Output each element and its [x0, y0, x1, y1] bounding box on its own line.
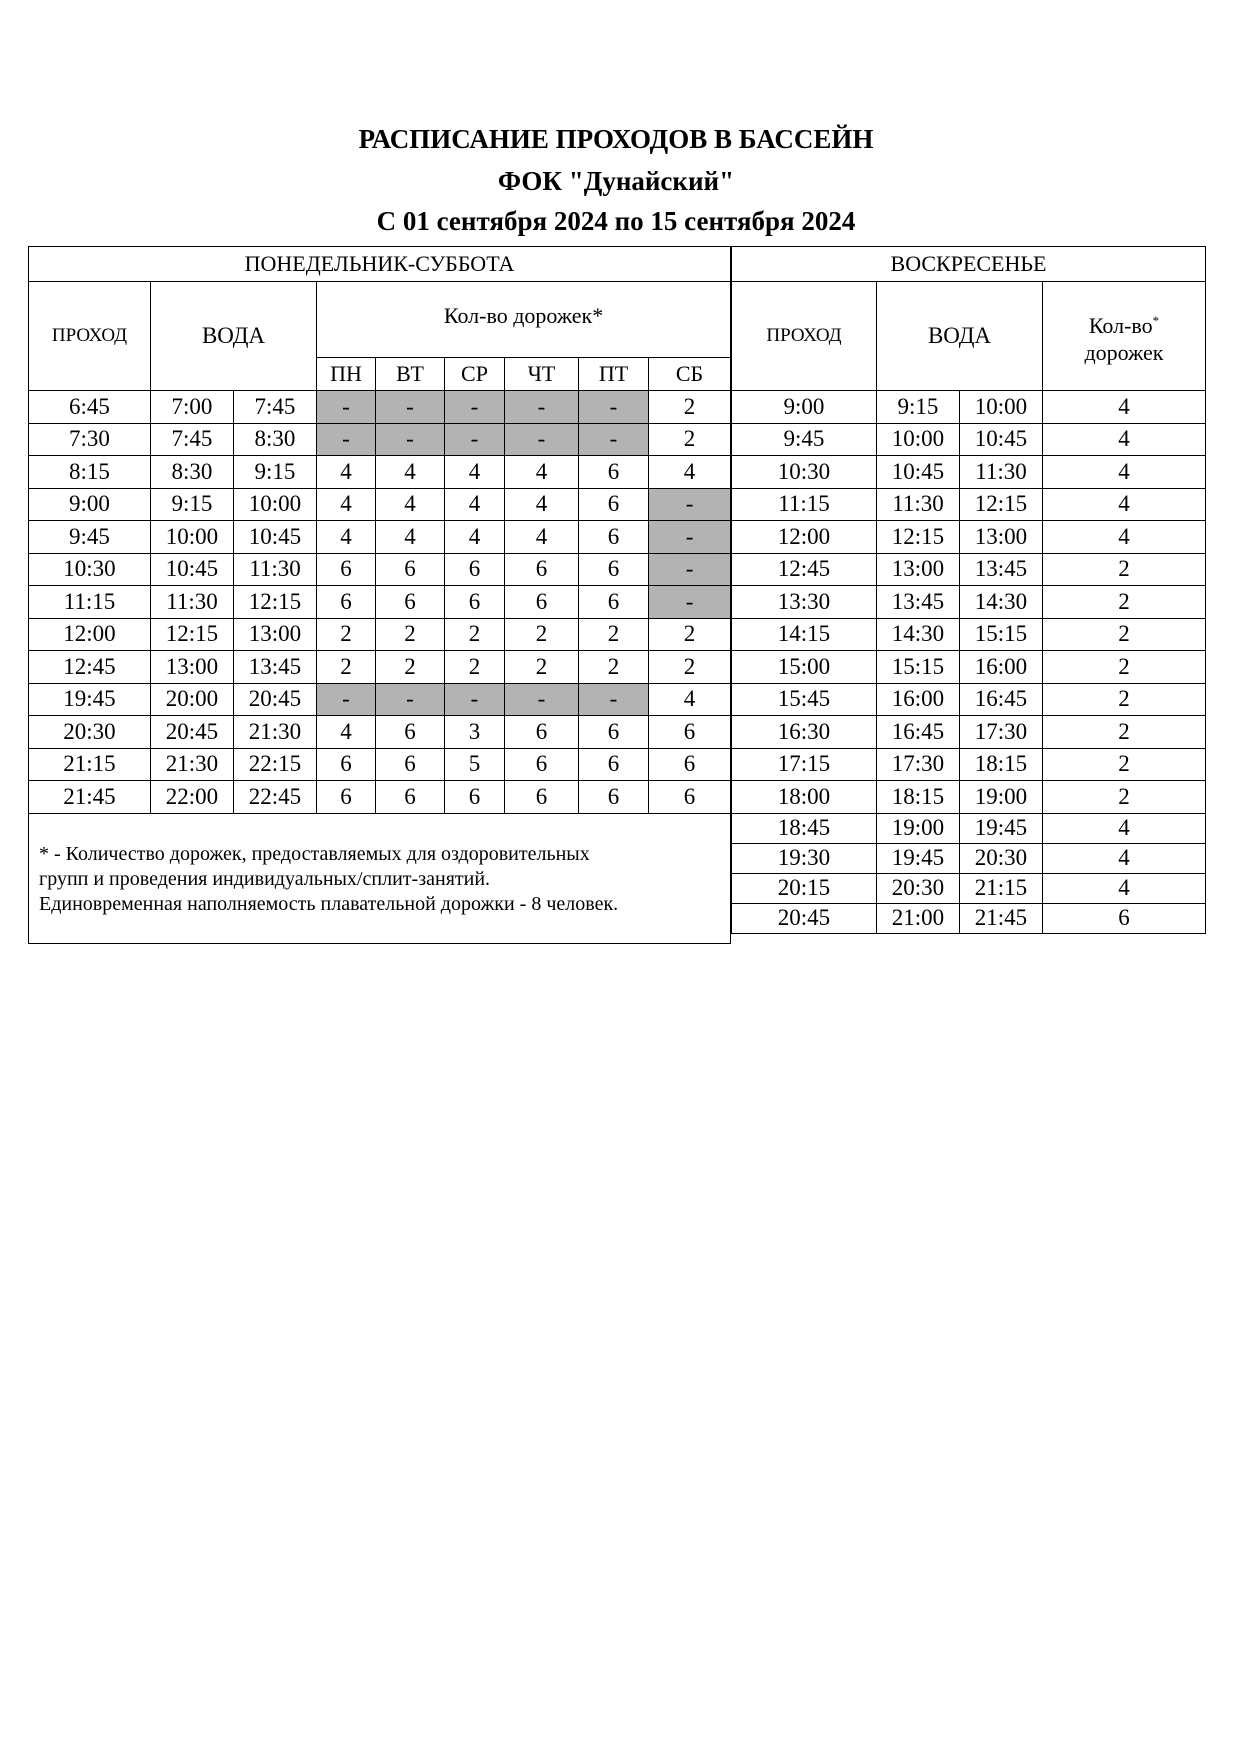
lane-count: 6 [579, 521, 649, 554]
day-header: ПТ [579, 358, 649, 391]
sunday-entry-time: 20:45 [732, 903, 877, 933]
sunday-lane-count: 4 [1043, 423, 1206, 456]
water-end-time: 22:15 [234, 748, 317, 781]
sunday-section-title: ВОСКРЕСЕНЬЕ [732, 247, 1206, 282]
lane-count: 4 [649, 683, 731, 716]
sunday-lanes-column-header [1043, 282, 1206, 391]
weekday-schedule-table [28, 246, 731, 944]
table-row [732, 873, 1206, 903]
table-row [732, 521, 1206, 554]
entry-time: 12:45 [29, 651, 151, 684]
table-row [29, 748, 731, 781]
lane-count: 6 [317, 553, 376, 586]
sunday-water-end-time: 21:15 [960, 873, 1043, 903]
lane-count: 6 [579, 586, 649, 619]
sunday-lane-count: 4 [1043, 813, 1206, 843]
water-start-time: 8:30 [151, 456, 234, 489]
sunday-water-end-time: 16:45 [960, 683, 1043, 716]
entry-time: 9:45 [29, 521, 151, 554]
water-end-time: 9:15 [234, 456, 317, 489]
entry-time: 10:30 [29, 553, 151, 586]
lane-count: 2 [317, 618, 376, 651]
lane-count: - [445, 391, 505, 424]
sunday-water-end-time: 18:15 [960, 748, 1043, 781]
sunday-lane-count: 4 [1043, 521, 1206, 554]
water-start-time: 7:45 [151, 423, 234, 456]
sunday-water-start-time: 16:00 [877, 683, 960, 716]
sunday-water-end-time: 12:15 [960, 488, 1043, 521]
lane-count: 3 [445, 716, 505, 749]
table-row [29, 618, 731, 651]
water-end-time: 20:45 [234, 683, 317, 716]
sunday-water-start-time: 19:45 [877, 843, 960, 873]
water-start-time: 10:45 [151, 553, 234, 586]
lane-count: - [649, 553, 731, 586]
entry-time: 6:45 [29, 391, 151, 424]
entry-time: 9:00 [29, 488, 151, 521]
sunday-entry-time: 12:45 [732, 553, 877, 586]
lane-count: 6 [505, 716, 579, 749]
sunday-entry-time: 17:15 [732, 748, 877, 781]
lane-count: 4 [317, 488, 376, 521]
lane-count: 6 [317, 781, 376, 814]
lane-count: 6 [376, 553, 445, 586]
lane-count: 6 [579, 488, 649, 521]
sunday-entry-time: 18:45 [732, 813, 877, 843]
table-row [732, 553, 1206, 586]
lane-count: - [579, 683, 649, 716]
lane-count: 2 [649, 651, 731, 684]
lane-count: - [505, 391, 579, 424]
entry-time: 19:45 [29, 683, 151, 716]
sunday-water-start-time: 21:00 [877, 903, 960, 933]
day-header: ЧТ [505, 358, 579, 391]
sunday-water-start-time: 15:15 [877, 651, 960, 684]
water-start-time: 7:00 [151, 391, 234, 424]
sunday-lane-count: 2 [1043, 553, 1206, 586]
lane-count: 4 [376, 488, 445, 521]
sunday-lane-count: 2 [1043, 618, 1206, 651]
water-end-time: 7:45 [234, 391, 317, 424]
sunday-water-end-time: 15:15 [960, 618, 1043, 651]
lane-count: - [579, 423, 649, 456]
sunday-entry-time: 10:30 [732, 456, 877, 489]
water-start-time: 11:30 [151, 586, 234, 619]
sunday-water-start-time: 14:30 [877, 618, 960, 651]
lane-count: 4 [317, 716, 376, 749]
footnote-line: групп и проведения индивидуальных/сплит-занятий. [39, 867, 491, 890]
lane-count: 6 [579, 748, 649, 781]
document-header [0, 118, 1232, 242]
sunday-entry-time: 12:00 [732, 521, 877, 554]
water-end-time: 11:30 [234, 553, 317, 586]
lane-count: 4 [649, 456, 731, 489]
sunday-lane-count: 2 [1043, 651, 1206, 684]
sunday-water-end-time: 10:45 [960, 423, 1043, 456]
sunday-entry-time: 14:15 [732, 618, 877, 651]
lane-count: 4 [317, 521, 376, 554]
table-row [29, 553, 731, 586]
sunday-entry-time: 11:15 [732, 488, 877, 521]
lane-count: 6 [505, 748, 579, 781]
lane-count: 5 [445, 748, 505, 781]
sunday-water-start-time: 18:15 [877, 781, 960, 814]
day-header: ПН [317, 358, 376, 391]
lane-count: - [445, 683, 505, 716]
table-row [732, 488, 1206, 521]
sunday-entry-time: 15:00 [732, 651, 877, 684]
lanes-column-header: Кол-во дорожек* [317, 282, 731, 358]
sunday-lane-count: 4 [1043, 843, 1206, 873]
lane-count: - [317, 423, 376, 456]
sunday-water-start-time: 12:15 [877, 521, 960, 554]
lane-count: 2 [579, 651, 649, 684]
sunday-water-end-time: 14:30 [960, 586, 1043, 619]
table-row [29, 391, 731, 424]
sunday-lane-count: 4 [1043, 873, 1206, 903]
table-row [732, 456, 1206, 489]
table-row [732, 843, 1206, 873]
lane-count: - [376, 423, 445, 456]
water-end-time: 10:45 [234, 521, 317, 554]
table-row [732, 903, 1206, 933]
sunday-lanes-header-line1: Кол-во [1088, 312, 1153, 338]
day-header: СБ [649, 358, 731, 391]
lane-count: 4 [445, 456, 505, 489]
lane-count: 6 [579, 456, 649, 489]
sunday-water-end-time: 17:30 [960, 716, 1043, 749]
sunday-water-start-time: 20:30 [877, 873, 960, 903]
water-column-header: ВОДА [151, 282, 317, 391]
lane-count: 2 [317, 651, 376, 684]
lane-count: - [649, 586, 731, 619]
lane-count: - [649, 488, 731, 521]
sunday-lane-count: 4 [1043, 488, 1206, 521]
lane-count: 6 [376, 781, 445, 814]
lane-count: 2 [376, 618, 445, 651]
water-end-time: 8:30 [234, 423, 317, 456]
lane-count: 4 [445, 521, 505, 554]
lane-count: 2 [505, 618, 579, 651]
water-start-time: 21:30 [151, 748, 234, 781]
sunday-entry-time: 20:15 [732, 873, 877, 903]
sunday-water-end-time: 19:45 [960, 813, 1043, 843]
lane-count: 6 [649, 781, 731, 814]
entry-column-header: ПРОХОД [29, 282, 151, 391]
sunday-water-start-time: 11:30 [877, 488, 960, 521]
table-row [29, 488, 731, 521]
table-row [29, 716, 731, 749]
sunday-water-end-time: 11:30 [960, 456, 1043, 489]
document-title: РАСПИСАНИЕ ПРОХОДОВ В БАССЕЙН [358, 124, 874, 154]
sunday-lane-count: 2 [1043, 748, 1206, 781]
table-row [732, 391, 1206, 424]
sunday-lane-count: 2 [1043, 781, 1206, 814]
sunday-water-end-time: 10:00 [960, 391, 1043, 424]
sunday-entry-time: 19:30 [732, 843, 877, 873]
lane-count: - [505, 423, 579, 456]
table-row [29, 683, 731, 716]
water-end-time: 13:00 [234, 618, 317, 651]
sunday-entry-time: 13:30 [732, 586, 877, 619]
lane-count: - [376, 683, 445, 716]
lane-count: 6 [445, 781, 505, 814]
sunday-lanes-header-line2: дорожек [1084, 339, 1164, 365]
entry-time: 20:30 [29, 716, 151, 749]
entry-time: 21:15 [29, 748, 151, 781]
sunday-schedule-table [731, 246, 1206, 934]
lane-count: - [649, 521, 731, 554]
entry-time: 8:15 [29, 456, 151, 489]
sunday-water-start-time: 17:30 [877, 748, 960, 781]
sunday-water-start-time: 13:45 [877, 586, 960, 619]
lane-count: - [445, 423, 505, 456]
water-start-time: 12:15 [151, 618, 234, 651]
sunday-water-start-time: 19:00 [877, 813, 960, 843]
lane-count: 6 [579, 716, 649, 749]
sunday-water-start-time: 10:45 [877, 456, 960, 489]
sunday-entry-time: 18:00 [732, 781, 877, 814]
table-row [732, 651, 1206, 684]
lane-count: - [376, 391, 445, 424]
table-row [732, 618, 1206, 651]
lane-count: 6 [505, 553, 579, 586]
footnote-line: Единовременная наполняемость плавательной дорожки - 8 человек. [39, 892, 619, 915]
table-row [732, 423, 1206, 456]
sunday-lane-count: 4 [1043, 391, 1206, 424]
water-start-time: 9:15 [151, 488, 234, 521]
lane-count: 6 [649, 716, 731, 749]
table-row [732, 586, 1206, 619]
lane-count: 6 [445, 553, 505, 586]
lane-count: 2 [445, 651, 505, 684]
lane-count: 6 [376, 748, 445, 781]
lane-count: 6 [505, 586, 579, 619]
sunday-entry-time: 15:45 [732, 683, 877, 716]
table-row [732, 813, 1206, 843]
water-start-time: 22:00 [151, 781, 234, 814]
water-start-time: 10:00 [151, 521, 234, 554]
lane-count: 4 [505, 456, 579, 489]
lane-count: 6 [376, 716, 445, 749]
water-end-time: 10:00 [234, 488, 317, 521]
lane-count: 4 [505, 488, 579, 521]
table-row [29, 423, 731, 456]
sunday-entry-time: 9:45 [732, 423, 877, 456]
lane-count: 2 [445, 618, 505, 651]
lane-count: 6 [445, 586, 505, 619]
sunday-entry-time: 9:00 [732, 391, 877, 424]
table-row [29, 521, 731, 554]
note-row [29, 813, 731, 943]
sunday-entry-time: 16:30 [732, 716, 877, 749]
sunday-water-end-time: 19:00 [960, 781, 1043, 814]
day-header: ВТ [376, 358, 445, 391]
sunday-water-start-time: 10:00 [877, 423, 960, 456]
lane-count: 6 [317, 748, 376, 781]
lane-count: 4 [445, 488, 505, 521]
sunday-water-start-time: 9:15 [877, 391, 960, 424]
footnote [29, 813, 731, 943]
sunday-water-end-time: 16:00 [960, 651, 1043, 684]
water-end-time: 12:15 [234, 586, 317, 619]
lane-count: - [505, 683, 579, 716]
water-end-time: 21:30 [234, 716, 317, 749]
entry-time: 12:00 [29, 618, 151, 651]
footnote-line: * - Количество дорожек, предоставляемых для оздоровительных [39, 842, 590, 865]
table-row [29, 456, 731, 489]
sunday-water-column-header: ВОДА [877, 282, 1043, 391]
table-row [29, 651, 731, 684]
sunday-lane-count: 2 [1043, 683, 1206, 716]
lane-count: 2 [649, 423, 731, 456]
lane-count: - [317, 391, 376, 424]
day-header: СР [445, 358, 505, 391]
table-row [29, 781, 731, 814]
facility-name: ФОК "Дунайский" [497, 166, 735, 196]
table-row [732, 716, 1206, 749]
water-end-time: 13:45 [234, 651, 317, 684]
entry-time: 7:30 [29, 423, 151, 456]
sunday-water-start-time: 16:45 [877, 716, 960, 749]
lane-count: 6 [579, 553, 649, 586]
table-row [732, 683, 1206, 716]
table-row [29, 586, 731, 619]
sunday-water-end-time: 21:45 [960, 903, 1043, 933]
lane-count: 6 [579, 781, 649, 814]
sunday-lane-count: 6 [1043, 903, 1206, 933]
lane-count: - [579, 391, 649, 424]
lane-count: 4 [505, 521, 579, 554]
table-row [732, 748, 1206, 781]
lane-count: 4 [376, 456, 445, 489]
water-start-time: 20:45 [151, 716, 234, 749]
lane-count: 6 [649, 748, 731, 781]
weekday-section-title: ПОНЕДЕЛЬНИК-СУББОТА [29, 247, 731, 282]
sunday-water-end-time: 13:45 [960, 553, 1043, 586]
sunday-water-end-time: 13:00 [960, 521, 1043, 554]
lane-count: 2 [649, 618, 731, 651]
sunday-lane-count: 4 [1043, 456, 1206, 489]
table-row [732, 781, 1206, 814]
sunday-water-start-time: 13:00 [877, 553, 960, 586]
asterisk-mark: * [1152, 312, 1160, 328]
sunday-water-end-time: 20:30 [960, 843, 1043, 873]
lane-count: 2 [649, 391, 731, 424]
lane-count: 2 [579, 618, 649, 651]
water-start-time: 20:00 [151, 683, 234, 716]
water-start-time: 13:00 [151, 651, 234, 684]
lane-count: 4 [376, 521, 445, 554]
date-range: С 01 сентября 2024 по 15 сентября 2024 [376, 206, 856, 236]
lane-count: 6 [505, 781, 579, 814]
entry-time: 11:15 [29, 586, 151, 619]
sunday-entry-column-header: ПРОХОД [732, 282, 877, 391]
sunday-lane-count: 2 [1043, 586, 1206, 619]
entry-time: 21:45 [29, 781, 151, 814]
lane-count: 4 [317, 456, 376, 489]
sunday-lane-count: 2 [1043, 716, 1206, 749]
water-end-time: 22:45 [234, 781, 317, 814]
lane-count: 2 [376, 651, 445, 684]
lane-count: - [317, 683, 376, 716]
lane-count: 2 [505, 651, 579, 684]
lane-count: 6 [317, 586, 376, 619]
lane-count: 6 [376, 586, 445, 619]
